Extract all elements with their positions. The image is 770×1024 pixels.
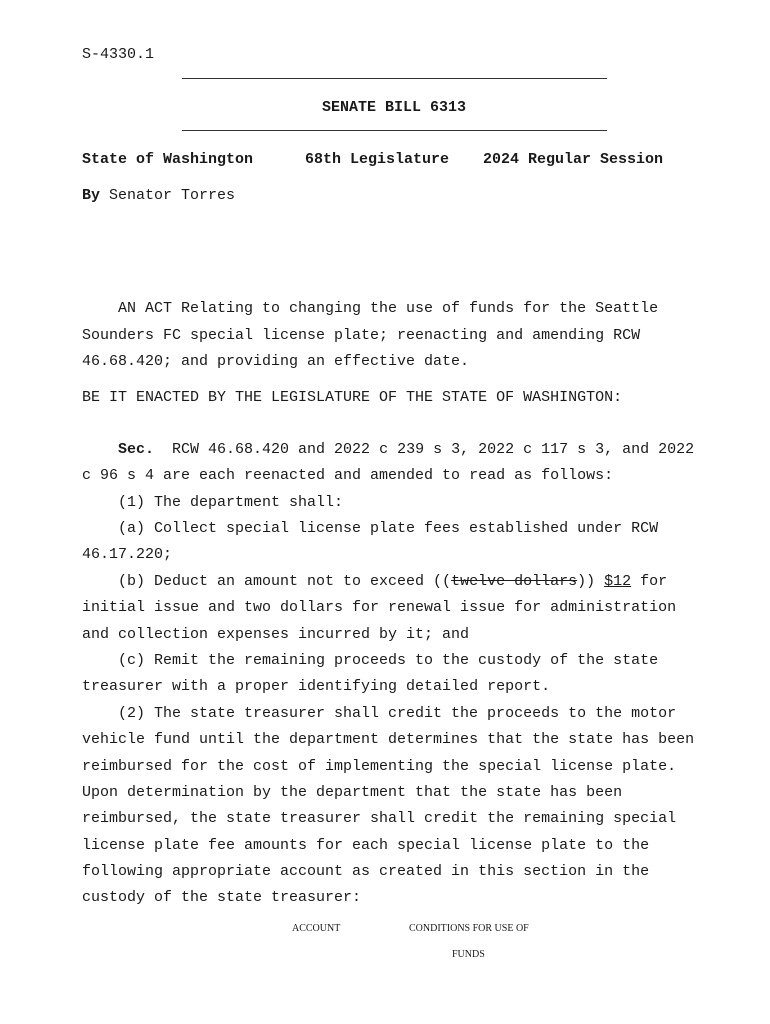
para-b-post: for — [631, 573, 668, 590]
header-legislature: 68th Legislature — [305, 151, 450, 168]
para-a-line-1: (a) Collect special license plate fees established under RCW — [118, 520, 659, 537]
para-b-line-1 — [118, 573, 667, 591]
enacting-clause: BE IT ENACTED BY THE LEGISLATURE OF THE STATE OF WASHINGTON: — [82, 389, 623, 406]
sec-label: Sec. — [118, 441, 155, 458]
sponsor-line — [82, 187, 235, 204]
para-2-line-6: license plate fee amounts for each special license plate to the — [82, 837, 650, 854]
para-b-mid: )) — [577, 573, 605, 590]
title-rule-top — [182, 78, 607, 79]
act-line-1: AN ACT Relating to changing the use of funds for the Seattle — [118, 300, 659, 317]
para-b-line-3: and collection expenses incurred by it; and — [82, 626, 470, 643]
document-id: S-4330.1 — [82, 46, 155, 63]
title-rule-bottom — [182, 130, 607, 131]
para-b-line-2: initial issue and two dollars for renewal issue for administration — [82, 599, 677, 616]
table-header-account: ACCOUNT — [292, 923, 341, 934]
para-2-line-8: custody of the state treasurer: — [82, 889, 362, 906]
sponsor-by-label: By — [82, 187, 101, 204]
sec-line-1 — [118, 441, 694, 459]
para-c-line-2: treasurer with a proper identifying detailed report. — [82, 678, 551, 695]
bill-title: SENATE BILL 6313 — [321, 99, 467, 116]
para-2-line-5: reimbursed, the state treasurer shall credit the remaining special — [82, 810, 677, 827]
para-1: (1) The department shall: — [118, 494, 344, 511]
para-2-line-2: vehicle fund until the department determines that the state has been — [82, 731, 695, 748]
table-header-conditions: CONDITIONS FOR USE OF — [409, 923, 529, 934]
sec-line-1-text: RCW 46.68.420 and 2022 c 239 s 3, 2022 c 117 s 3, and 2022 — [172, 441, 695, 458]
sponsor-name: Senator Torres — [109, 187, 236, 204]
act-line-2: Sounders FC special license plate; reenacting and amending RCW — [82, 327, 641, 344]
para-a-line-2: 46.17.220; — [82, 546, 173, 563]
struck-text: twelve dollars — [451, 573, 578, 590]
table-header-funds: FUNDS — [452, 949, 485, 960]
header-session: 2024 Regular Session — [483, 151, 664, 168]
para-2-line-7: following appropriate account as created in this section in the — [82, 863, 650, 880]
para-2-line-3: reimbursed for the cost of implementing the special license plate. — [82, 758, 677, 775]
para-2-line-1: (2) The state treasurer shall credit the proceeds to the motor — [118, 705, 677, 722]
para-2-line-4: Upon determination by the department that the state has been — [82, 784, 623, 801]
para-c-line-1: (c) Remit the remaining proceeds to the custody of the state — [118, 652, 659, 669]
act-line-3: 46.68.420; and providing an effective date. — [82, 353, 470, 370]
para-b-pre: (b) Deduct an amount not to exceed (( — [118, 573, 452, 590]
inserted-text: $12 — [604, 573, 632, 590]
header-state: State of Washington — [82, 151, 254, 168]
sec-line-2: c 96 s 4 are each reenacted and amended to read as follows: — [82, 467, 614, 484]
